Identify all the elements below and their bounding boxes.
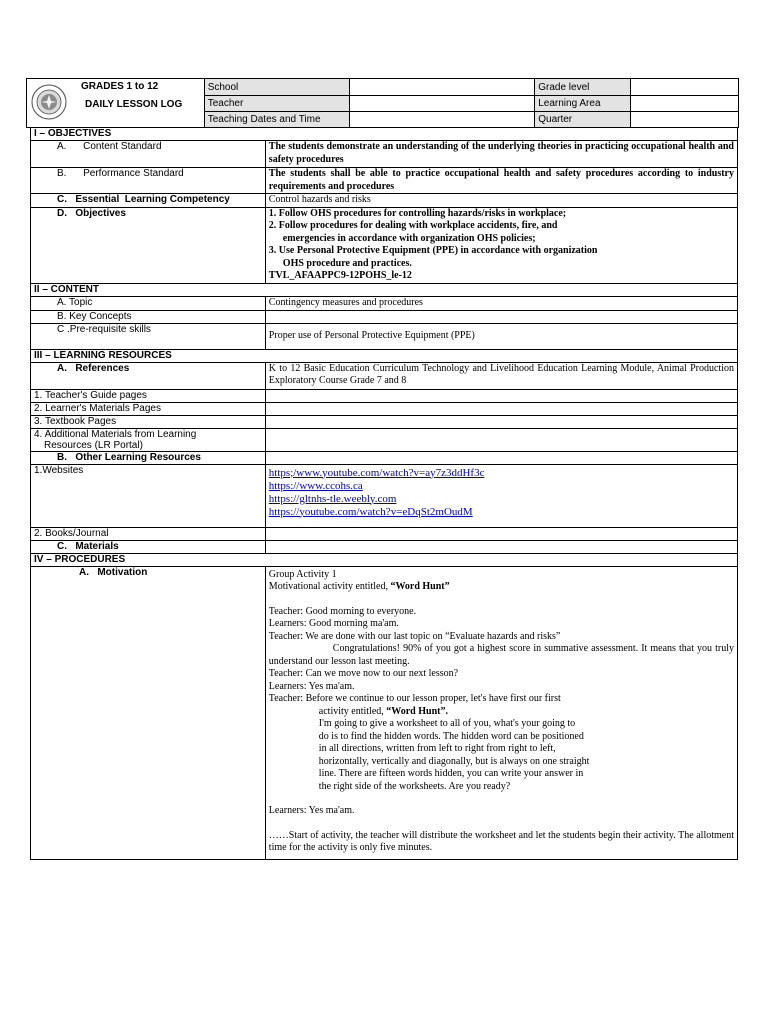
other-resources-value <box>265 451 737 464</box>
additional-materials-value <box>265 428 737 451</box>
dialogue-line-12: do is to find the hidden words. The hidden word can be positioned <box>318 730 584 742</box>
key-concepts-value <box>265 310 737 323</box>
competency-label: C. Essential Learning Competency <box>31 194 266 208</box>
performance-standard-label: B. Performance Standard <box>31 168 266 194</box>
website-link-3[interactable]: https://gltnhs-tle.weebly.com <box>268 492 397 505</box>
websites-list <box>265 464 737 527</box>
references-label: A. References <box>31 362 266 389</box>
topic-label: A. Topic <box>31 296 266 310</box>
website-link-4[interactable]: https://youtube.com/watch?v=eDqSt2mOudM <box>268 505 473 518</box>
school-field[interactable] <box>349 79 535 96</box>
teacher-field[interactable] <box>349 96 535 112</box>
competency-value: Control hazards and risks <box>265 194 737 208</box>
grade-level-field[interactable] <box>631 79 739 96</box>
lm-value <box>265 402 737 415</box>
dialogue-line-10 <box>269 706 734 719</box>
learning-area-field[interactable] <box>631 96 739 112</box>
learning-area-label: Learning Area <box>535 96 631 112</box>
dialogue-line-13: in all directions, written from left to right from right to left, <box>318 743 556 754</box>
websites-label: 1.Websites <box>31 464 266 527</box>
topic-value: Contingency measures and procedures <box>265 296 737 310</box>
teacher-label: Teacher <box>204 96 349 112</box>
tb-value <box>265 415 737 428</box>
objectives-list <box>265 207 737 283</box>
procedures-section-title: IV – PROCEDURES <box>31 553 738 566</box>
key-concepts-label: B. Key Concepts <box>31 310 266 323</box>
log-title: DAILY LESSON LOG <box>85 99 183 110</box>
dialogue-line-9: Teacher: Before we continue to our lesson proper, let's have first our first <box>268 693 561 704</box>
content-standard-value: The students demonstrate an understanding of the underlying theories in practicing occupational health and safety procedures <box>265 141 737 168</box>
dialogue-line-3: Teacher: Good morning to everyone. <box>268 605 417 617</box>
tb-label: 3. Textbook Pages <box>31 415 266 428</box>
dates-label: Teaching Dates and Time <box>204 112 349 128</box>
objectives-label: D. Objectives <box>31 207 266 283</box>
header-table <box>26 78 739 128</box>
competency-code: TVL_AFAAPPC9-12POHS_le-12 <box>268 270 412 281</box>
dialogue-line-5: Teacher: We are done with our last topic on “Evaluate hazards and risks” <box>268 630 561 642</box>
dates-field[interactable] <box>349 112 535 128</box>
tg-label: 1. Teacher's Guide pages <box>31 389 266 402</box>
motivation-label: A. Motivation <box>31 566 266 859</box>
deped-seal-icon <box>31 84 67 120</box>
motivation-content <box>265 566 737 859</box>
dialogue-line-4: Learners: Good morning ma'am. <box>268 618 399 629</box>
lm-label: 2. Learner's Materials Pages <box>31 402 266 415</box>
books-value <box>265 527 737 540</box>
content-standard-label: A. Content Standard <box>31 141 266 168</box>
dialogue-line-17: Learners: Yes ma'am. <box>268 805 355 816</box>
references-value: K to 12 Basic Education Curriculum Technology and Livelihood Education Learning Module, Animal Production Exploratory Course Grade 7 and 8 <box>265 362 737 389</box>
activity-name-2: “Word Hunt”. <box>386 705 448 717</box>
materials-value <box>265 540 737 553</box>
school-label: School <box>204 79 349 96</box>
quarter-field[interactable] <box>631 112 739 128</box>
grades-label: GRADES 1 to 12 <box>81 81 159 92</box>
dialogue-line-8: Learners: Yes ma'am. <box>268 680 355 692</box>
dialogue-line-15: line. There are fifteen words hidden, you can write your answer in <box>318 768 584 779</box>
motivation-line-1: Group Activity 1 <box>268 568 337 580</box>
dialogue-line-11: I'm going to give a worksheet to all of you, what's your going to <box>318 718 576 729</box>
activity-entitled: activity entitled, <box>318 705 387 717</box>
additional-label-2: Resources (LR Portal) <box>44 439 143 451</box>
other-resources-label: B. Other Learning Resources <box>31 451 266 464</box>
quarter-label: Quarter <box>535 112 631 128</box>
website-link-2[interactable]: https://www.ccohs.ca <box>268 479 363 492</box>
objectives-section-title: I – OBJECTIVES <box>31 128 738 141</box>
dialogue-line-6: Congratulations! 90% of you got a highest score in summative assessment. It means that you truly understand our lesson last meeting. <box>268 643 734 667</box>
activity-instructions: ……Start of activity, the teacher will distribute the worksheet and let the students begin their activity. The allotment time for the activity is only five minutes. <box>268 829 734 853</box>
activity-name: “Word Hunt” <box>390 581 450 592</box>
additional-materials-label <box>31 428 266 451</box>
header-logo-cell <box>27 79 205 128</box>
objective-2a: 2. Follow procedures for dealing with workplace accidents, fire, and <box>268 220 558 231</box>
dialogue-line-16: the right side of the worksheets. Are you ready? <box>318 780 511 792</box>
prereq-label: C .Pre-requisite skills <box>31 323 266 349</box>
prereq-value: Proper use of Personal Protective Equipment (PPE) <box>265 323 737 349</box>
objective-3a: 3. Use Personal Protective Equipment (PPE) in accordance with organization <box>268 245 598 256</box>
books-label: 2. Books/Journal <box>31 527 266 540</box>
activity-intro: Motivational activity entitled, <box>268 581 391 592</box>
dialogue-line-7: Teacher: Can we move now to our next lesson? <box>268 668 459 679</box>
tg-value <box>265 389 737 402</box>
grade-level-label: Grade level <box>535 79 631 96</box>
lesson-table <box>30 127 738 860</box>
additional-label-1: 4. Additional Materials from Learning <box>34 428 197 440</box>
materials-label: C. Materials <box>31 540 266 553</box>
resources-section-title: III – LEARNING RESOURCES <box>31 349 738 362</box>
objective-2b: emergencies in accordance with organization OHS policies; <box>282 232 536 244</box>
performance-standard-value: The students shall be able to practice occupational health and safety procedures according to industry requirements and procedures <box>265 168 737 194</box>
motivation-line-2 <box>269 581 734 594</box>
objective-3b: OHS procedure and practices. <box>282 257 412 269</box>
website-link-1[interactable]: https;/www.youtube.com/watch?v=ay7z3ddHf3c <box>268 466 485 479</box>
objective-1: 1. Follow OHS procedures for controlling hazards/risks in workplace; <box>268 207 567 219</box>
dialogue-line-14: horizontally, vertically and diagonally, but is always on one straight <box>318 755 590 767</box>
content-section-title: II – CONTENT <box>31 283 738 296</box>
